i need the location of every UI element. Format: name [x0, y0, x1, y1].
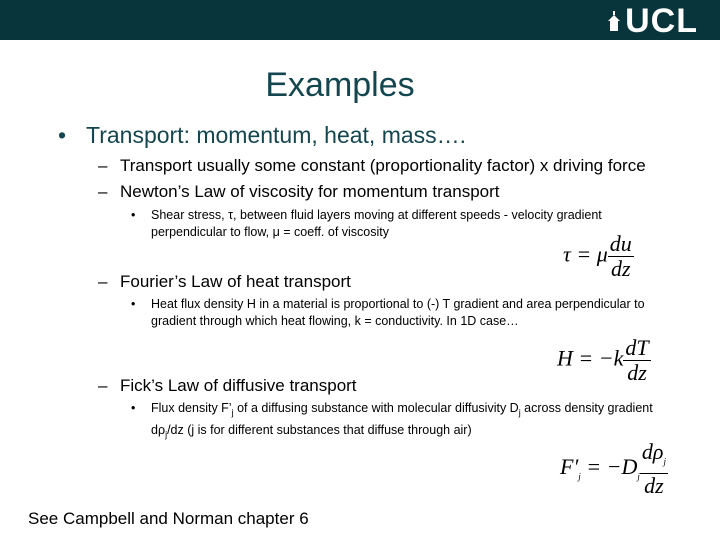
- equation-fraction: [608, 232, 634, 281]
- footer-reference: See Campbell and Norman chapter 6: [28, 509, 309, 528]
- detail-text: Shear stress, τ, between fluid layers moving at different speeds - velocity gradient perpendicular to flow, μ = coeff. of viscosity: [151, 208, 602, 239]
- list-item-text: Transport usually some constant (proportionality factor) x driving force: [120, 156, 646, 175]
- sub-bullet-icon: •: [131, 401, 136, 415]
- equation-fraction: [640, 440, 668, 498]
- detail-item-flux: [131, 400, 671, 443]
- portico-icon: [607, 11, 621, 31]
- dash-icon: –: [98, 272, 108, 291]
- dash-icon: –: [98, 182, 108, 201]
- list-item-text: Fourier’s Law of heat transport: [120, 272, 351, 291]
- equation-denominator: dz: [644, 473, 664, 499]
- equation-lhs: $F'_j = -D_j$: [560, 454, 640, 482]
- slide-title: Examples: [265, 66, 415, 104]
- equation-numerator: du: [609, 231, 632, 256]
- sub-bullet-icon: •: [131, 208, 136, 222]
- main-bullet-text: Transport: momentum, heat, mass….: [86, 122, 467, 148]
- equation-denominator: dz: [610, 256, 631, 281]
- detail-item-heat: [131, 296, 671, 330]
- fick-equation: [560, 440, 668, 498]
- ucl-logo: [607, 1, 698, 40]
- list-item-text: Fick’s Law of diffusive transport: [120, 376, 357, 395]
- equation-fraction: [623, 336, 650, 385]
- list-item: [98, 182, 500, 202]
- list-item-text: Newton’s Law of viscosity for momentum transport: [120, 182, 500, 201]
- equation-lhs: H = −k: [557, 345, 624, 371]
- detail-text: Heat flux density H in a material is proportional to (-) T gradient and area perpendicular to gradient through which heat flowing, k = conductivity. In 1D case…: [151, 297, 645, 328]
- bullet-icon: •: [58, 122, 67, 148]
- fourier-equation: [557, 336, 651, 385]
- list-item: [98, 376, 357, 396]
- dash-icon: –: [98, 156, 108, 175]
- detail-text: Flux density $F’_j$ of a diffusing substance with molecular diffusivity $D_j$ across density gradient $d\rho_j/dz$ (j is for different substances that diffuse through air): [151, 401, 653, 439]
- list-item: [98, 272, 351, 292]
- equation-numerator: dT: [625, 335, 649, 360]
- equation-numerator: $d\rho_j$: [640, 440, 668, 474]
- logo-text: UCL: [625, 1, 698, 40]
- main-bullet: [58, 122, 466, 149]
- list-item: [98, 156, 646, 176]
- equation-lhs: τ = μ: [563, 241, 608, 267]
- newton-equation: [563, 232, 634, 281]
- equation-denominator: dz: [627, 360, 647, 385]
- dash-icon: –: [98, 376, 108, 395]
- sub-bullet-icon: •: [131, 297, 136, 311]
